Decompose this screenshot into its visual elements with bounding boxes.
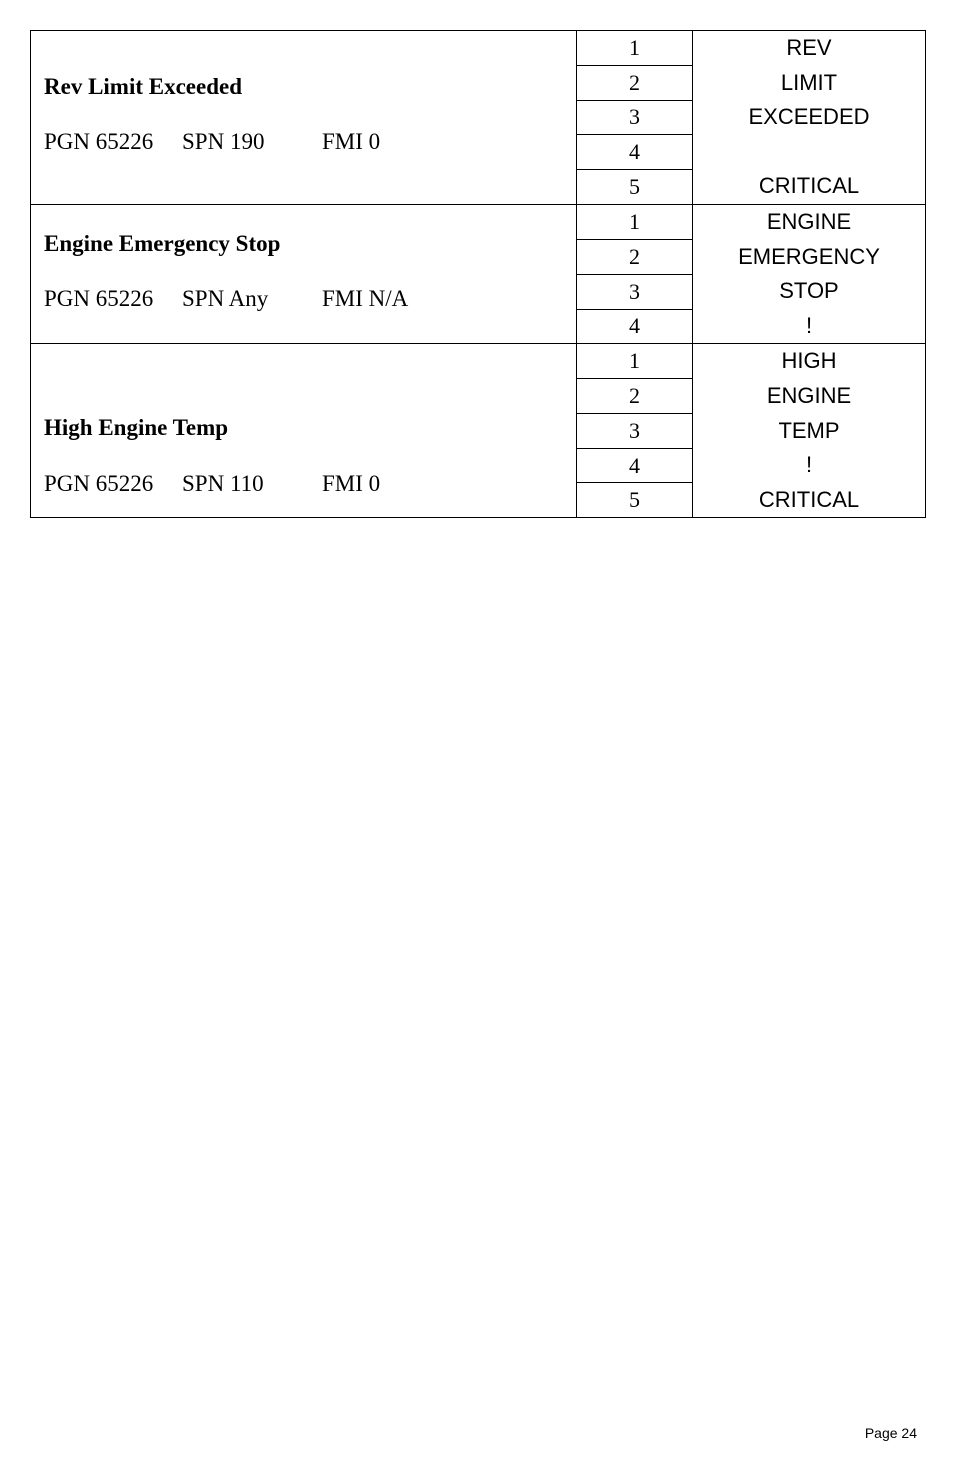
display-line-number: 2 bbox=[577, 379, 693, 414]
display-text-line: ! bbox=[805, 312, 813, 338]
display-text-line bbox=[693, 135, 925, 170]
display-line-number: 3 bbox=[577, 100, 693, 135]
table-row bbox=[31, 344, 926, 379]
spn-code: SPN Any bbox=[182, 285, 269, 311]
fmi-code: FMI 0 bbox=[322, 471, 381, 497]
display-text-line: ENGINE bbox=[766, 208, 852, 234]
display-text-line: ENGINE bbox=[766, 382, 852, 408]
fault-codes bbox=[44, 471, 576, 497]
display-line-number: 3 bbox=[577, 413, 693, 448]
display-line-number: 5 bbox=[577, 170, 693, 205]
display-line-number: 5 bbox=[577, 483, 693, 518]
fault-codes bbox=[44, 129, 576, 155]
display-line-number: 3 bbox=[577, 274, 693, 309]
display-text-cell bbox=[693, 344, 926, 518]
fault-description-cell bbox=[31, 31, 577, 205]
pgn-code: PGN 65226 bbox=[44, 285, 154, 311]
display-line-number: 2 bbox=[577, 65, 693, 100]
display-line-number: 4 bbox=[577, 448, 693, 483]
pgn-code: PGN 65226 bbox=[44, 129, 154, 154]
fault-codes bbox=[44, 286, 576, 312]
fault-name: Engine Emergency Stop bbox=[44, 230, 281, 256]
display-line-number: 4 bbox=[577, 135, 693, 170]
display-text-line: REV bbox=[786, 35, 832, 60]
display-line-number: 2 bbox=[577, 239, 693, 274]
display-text-line: EMERGENCY bbox=[738, 243, 880, 269]
fault-name: High Engine Temp bbox=[44, 415, 229, 441]
table-row bbox=[31, 31, 926, 66]
display-text-line: HIGH bbox=[781, 348, 837, 374]
display-text-line: STOP bbox=[779, 278, 839, 304]
display-text-line: EXCEEDED bbox=[748, 104, 870, 130]
display-text-cell bbox=[693, 31, 926, 205]
display-text-line: CRITICAL bbox=[758, 173, 860, 199]
table-row bbox=[31, 204, 926, 239]
display-text-cell bbox=[693, 204, 926, 343]
display-text-line: TEMP bbox=[778, 417, 840, 443]
display-line-number: 4 bbox=[577, 309, 693, 344]
display-text-line: CRITICAL bbox=[758, 486, 860, 512]
fault-name: Rev Limit Exceeded bbox=[44, 74, 243, 99]
fault-description-cell bbox=[31, 204, 577, 343]
spn-code: SPN 110 bbox=[182, 471, 264, 497]
display-text-line: LIMIT bbox=[780, 69, 838, 95]
fmi-code: FMI N/A bbox=[322, 285, 409, 311]
spn-code: SPN 190 bbox=[182, 129, 265, 154]
display-text-line: ! bbox=[805, 452, 813, 478]
fmi-code: FMI 0 bbox=[322, 129, 381, 154]
display-line-number: 1 bbox=[577, 344, 693, 379]
display-line-number: 1 bbox=[577, 31, 693, 66]
pgn-code: PGN 65226 bbox=[44, 471, 154, 497]
fault-code-table bbox=[30, 30, 926, 518]
fault-description-cell bbox=[31, 344, 577, 518]
page-number: Page 24 bbox=[864, 1425, 917, 1441]
display-line-number: 1 bbox=[577, 204, 693, 239]
